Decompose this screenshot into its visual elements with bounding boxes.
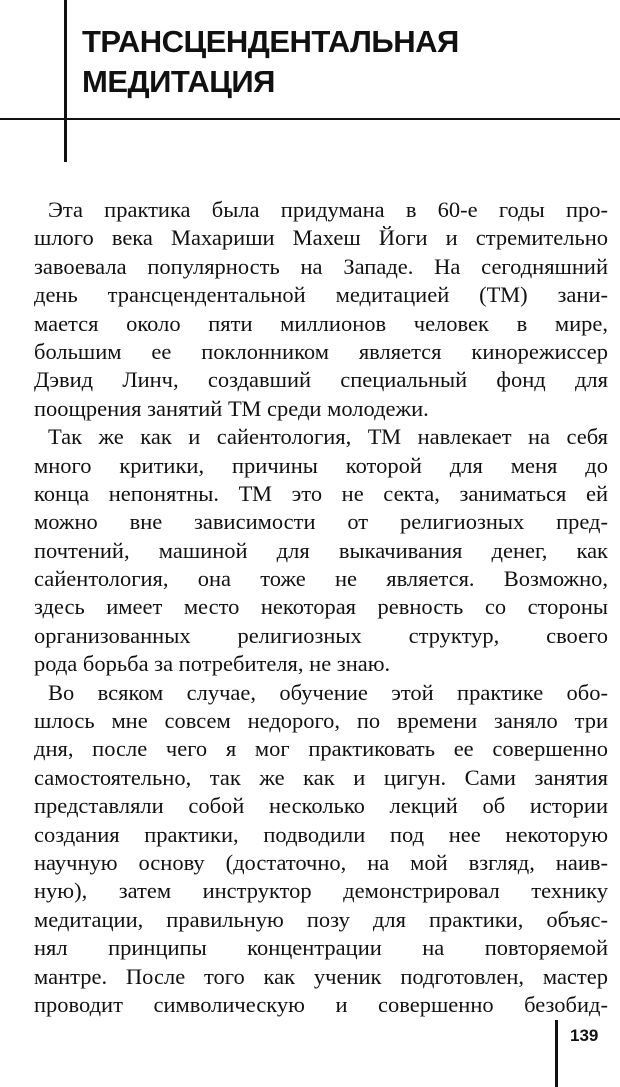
text-line: нял принципы концентрации на повторяемой [34,935,608,961]
text-line: можно вне зависимости от религиозных пред- [34,509,608,535]
text-line: Так же как и сайентология, ТМ навлекает на себя [48,424,608,450]
text-line: здесь имеет место некоторая ревность со стороны [34,594,608,620]
text-line: шлось мне совсем недорого, по времени заняло три [34,708,608,734]
body-text [34,196,608,1019]
text-line: мается около пяти миллионов человек в мире, [34,310,608,336]
top-vertical-rule [64,0,67,162]
text-line: конца непонятны. ТМ это не секта, заниматься ей [34,480,608,506]
text-line: Эта практика была придумана в 60-е годы про- [48,197,608,222]
chapter-title-line-2: МЕДИТАЦИЯ [82,64,275,99]
paragraph-2 [34,423,608,679]
header-horizontal-rule [0,118,620,120]
text-line: ную), затем инструктор демонстрировал технику [34,878,608,904]
text-line: проводит символическую и совершенно безобид- [34,991,608,1017]
text-line: Во всяком случае, обучение этой практике обо- [48,679,608,705]
text-line: большим ее поклонником является кинорежиссер [34,338,608,364]
text-line: день трансцендентальной медитацией (ТМ) зани- [34,282,608,308]
page-number: 139 [570,1026,599,1045]
text-line: шлого века Махариши Махеш Йоги и стремительно [34,225,608,251]
text-line: дня, после чего я мог практиковать ее совершенно [34,736,608,762]
text-line: научную основу (достаточно, на мой взгляд, наив- [34,849,608,875]
text-line: рода борьба за потребителя, не знаю. [34,651,391,677]
text-line: сайентология, она тоже не является. Возможно, [34,566,608,592]
footer-vertical-rule [555,1020,558,1087]
text-line: представляли собой несколько лекций об истории [34,793,608,819]
paragraph-1 [34,196,608,423]
text-line: Дэвид Линч, создавший специальный фонд для [34,367,608,393]
text-line: завоевала популярность на Западе. На сегодняшний [34,253,608,279]
text-line: много критики, причины которой для меня до [34,452,608,478]
text-line: мантре. После того как ученик подготовлен, мастер [34,963,608,989]
text-line: создания практики, подводили под нее некоторую [34,821,608,847]
chapter-title [82,22,602,102]
chapter-title-line-1: ТРАНСЦЕНДЕНТАЛЬНАЯ [82,24,459,59]
text-line: поощрения занятий ТМ среди молодежи. [34,395,429,421]
text-line: почтений, машиной для выкачивания денег, как [34,537,608,563]
paragraph-3 [34,679,608,1020]
text-line: самостоятельно, так же как и цигун. Сами занятия [34,764,608,790]
text-line: организованных религиозных структур, своего [34,622,608,648]
text-line: медитации, правильную позу для практики, объяс- [34,906,608,932]
